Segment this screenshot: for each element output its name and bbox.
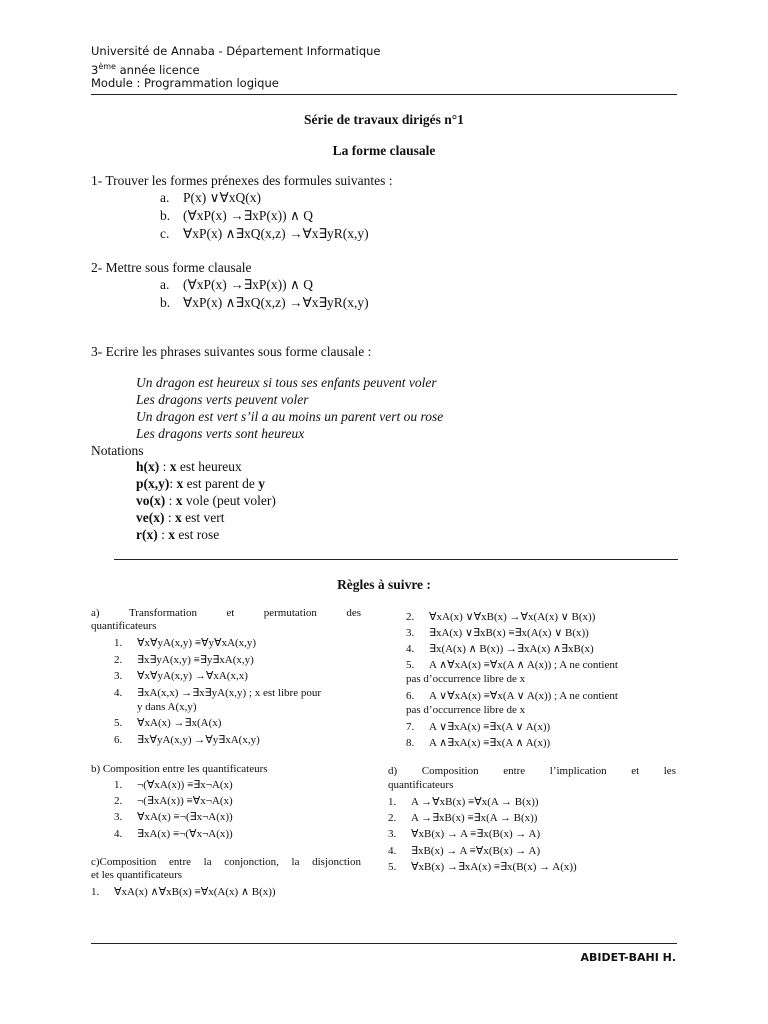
page-subtitle: La forme clausale: [332, 143, 436, 158]
rules-c-item: 3. ∃xA(x) ∨∃xB(x) ≡∃x(A(x) ∨ B(x)): [406, 627, 589, 639]
rules-c-item: 1. ∀xA(x) ∧∀xB(x) ≡∀x(A(x) ∧ B(x)): [91, 886, 276, 898]
footer-rule: [91, 943, 677, 944]
rules-c-item-cont: pas d’occurrence libre de x: [406, 704, 526, 716]
notation-h: h(x) : x est heureux: [136, 459, 242, 474]
notation-ve: ve(x) : x est vert: [136, 510, 225, 525]
header-rule: [91, 94, 677, 95]
exercise-1-item-b: b. (∀xP(x) →∃xP(x)) ∧ Q: [160, 208, 314, 223]
rules-c-heading-cont: et les quantificateurs: [91, 869, 183, 881]
rules-d-heading-cont: quantificateurs: [388, 779, 454, 791]
rules-a-item: 6. ∃x∀yA(x,y) →∀y∃xA(x,y): [114, 734, 260, 746]
year-line: 3ème année licence: [91, 62, 200, 77]
institution-line: Université de Annaba - Département Informatique: [91, 44, 381, 58]
sentence-1: Un dragon est heureux si tous ses enfants peuvent voler: [136, 375, 437, 390]
rules-a-item: 3. ∀x∀yA(x,y) →∀xA(x,x): [114, 670, 248, 682]
exercise-2-heading: 2- Mettre sous forme clausale: [91, 260, 252, 275]
rules-c-item: 2. ∀xA(x) ∨∀xB(x) →∀x(A(x) ∨ B(x)): [406, 611, 596, 623]
exercise-3-heading: 3- Ecrire les phrases suivantes sous forme clausale :: [91, 344, 372, 359]
sentence-2: Les dragons verts peuvent voler: [136, 392, 309, 407]
notations-label: Notations: [91, 443, 144, 458]
rules-d-item: 2. A →∃xB(x) ≡∃x(A → B(x)): [388, 812, 538, 824]
rules-d-item: 5. ∀xB(x) →∃xA(x) ≡∃x(B(x) → A(x)): [388, 861, 577, 873]
rules-b-item: 4. ∃xA(x) ≡¬(∀x¬A(x)): [114, 828, 233, 840]
rules-d-item: 3. ∀xB(x) → A ≡∃x(B(x) → A): [388, 828, 541, 840]
rules-a-item-cont: y dans A(x,y): [137, 701, 197, 713]
exercise-1-item-a: a. P(x) ∨∀xQ(x): [160, 190, 261, 205]
exercise-1-heading: 1- Trouver les formes prénexes des formules suivantes :: [91, 173, 393, 188]
rules-a-item: 4. ∃xA(x,x) →∃x∃yA(x,y) ; x est libre pour: [114, 687, 321, 699]
rules-c-item: 7. A ∨∃xA(x) ≡∃x(A ∨ A(x)): [406, 721, 551, 733]
section-rule: [114, 559, 678, 560]
notation-p: p(x,y): x est parent de y: [136, 476, 265, 491]
rules-d-heading: d) Composition entre l’implication et les: [388, 765, 676, 777]
exercise-1-item-c: c. ∀xP(x) ∧∃xQ(x,z) →∀x∃yR(x,y): [160, 226, 369, 241]
module-line: Module : Programmation logique: [91, 76, 279, 90]
rules-c-item: 4. ∃x(A(x) ∧ B(x)) →∃xA(x) ∧∃xB(x): [406, 643, 594, 655]
rules-a-item: 2. ∃x∃yA(x,y) ≡∃y∃xA(x,y): [114, 654, 254, 666]
sentence-4: Les dragons verts sont heureux: [136, 426, 305, 441]
rules-c-item-cont: pas d’occurrence libre de x: [406, 673, 526, 685]
author-footer: ABIDET-BAHI H.: [580, 951, 676, 964]
notation-r: r(x) : x est rose: [136, 527, 220, 542]
rules-c-item: 6. A ∨∀xA(x) ≡∀x(A ∨ A(x)) ; A ne contient: [406, 690, 618, 702]
rules-b-item: 2. ¬(∃xA(x)) ≡∀x¬A(x): [114, 795, 233, 807]
rules-b-item: 1. ¬(∀xA(x)) ≡∃x¬A(x): [114, 779, 233, 791]
exercise-2-item-b: b. ∀xP(x) ∧∃xQ(x,z) →∀x∃yR(x,y): [160, 295, 369, 310]
rules-d-item: 1. A →∀xB(x) ≡∀x(A → B(x)): [388, 796, 539, 808]
exercise-2-item-a: a. (∀xP(x) →∃xP(x)) ∧ Q: [160, 277, 314, 292]
rules-a-item: 1. ∀x∀yA(x,y) ≡∀y∀xA(x,y): [114, 637, 257, 649]
rules-a-heading: a) Transformation et permutation des: [91, 607, 361, 619]
rules-a-item: 5. ∀xA(x) →∃x(A(x): [114, 717, 222, 729]
page-title: Série de travaux dirigés n°1: [304, 112, 464, 127]
rules-c-item: 8. A ∧∃xA(x) ≡∃x(A ∧ A(x)): [406, 737, 551, 749]
rules-c-heading: c)Composition entre la conjonction, la disjonction: [91, 856, 361, 868]
rules-b-item: 3. ∀xA(x) ≡¬(∃x¬A(x)): [114, 811, 233, 823]
sentence-3: Un dragon est vert s’il a au moins un parent vert ou rose: [136, 409, 444, 424]
rules-c-item: 5. A ∧∀xA(x) ≡∀x(A ∧ A(x)) ; A ne contient: [406, 659, 618, 671]
rules-d-item: 4. ∃xB(x) → A ≡∀x(B(x) → A): [388, 845, 541, 857]
notation-vo: vo(x) : x vole (peut voler): [136, 493, 276, 508]
rules-b-heading: b) Composition entre les quantificateurs: [91, 763, 268, 775]
rules-title: Règles à suivre :: [337, 577, 431, 592]
rules-a-heading-cont: quantificateurs: [91, 620, 157, 632]
